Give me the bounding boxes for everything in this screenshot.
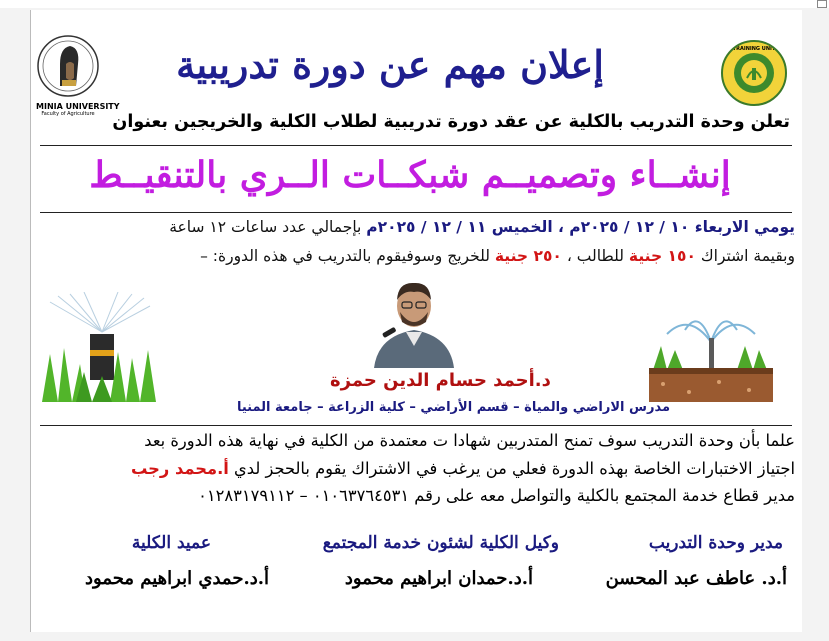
left-logo-subtext: Faculty of Agriculture bbox=[41, 111, 95, 117]
announcement-title: إعلان مهم عن دورة تدريبية bbox=[176, 42, 604, 87]
student-fee: ١٥٠ جنية bbox=[628, 247, 696, 265]
schedule-dates bbox=[10, 218, 795, 236]
minia-university-logo bbox=[36, 34, 120, 117]
drip-irrigation-icon bbox=[649, 312, 773, 402]
details-line-2-text: اجتياز الاختبارات الخاصة بهذه الدورة فعلي من يرغب في الاشتراك يقوم بالحجز لدي bbox=[228, 459, 795, 478]
instructor-photo bbox=[364, 272, 464, 368]
graduate-fee: ٢٥٠ جنية bbox=[494, 247, 562, 265]
intro-text: تعلن وحدة التدريب بالكلية عن عقد دورة تدريبية لطلاب الكلية والخريجين بعنوان bbox=[112, 112, 790, 132]
instructor-position: مدرس الاراضي والمياة – قسم الأراضي – كلية الزراعة – جامعة المنيا bbox=[236, 400, 670, 415]
details-line-3: مدير قطاع خدمة المجتمع بالكلية والتواصل معه على رقم ٠١٠٦٣٧٦٤٥٣١ – ٠١٢٨٣١٧٩١١٢ bbox=[198, 486, 795, 505]
details-line-2 bbox=[10, 459, 795, 478]
dates-part1: يومي الاربعاء ١٠ / ١٢ / ٢٠٢٥م ، الخميس ١١ / ١٢ / ٢٠٢٥م bbox=[366, 218, 795, 236]
window-top-bar bbox=[0, 0, 829, 8]
sprinkler-icon bbox=[40, 292, 162, 404]
divider-top bbox=[40, 145, 792, 146]
fee-middle: للطالب ، bbox=[561, 247, 629, 265]
fees-line bbox=[10, 247, 795, 265]
fee-prefix: وبقيمة اشتراك bbox=[695, 247, 795, 265]
signature-title-vice-dean: وكيل الكلية لشئون خدمة المجتمع bbox=[322, 533, 559, 553]
details-line-1: علما بأن وحدة التدريب سوف تمنح المتدربين شهادا ت معتمدة من الكلية في نهاية هذه الدورة بعد bbox=[144, 431, 795, 450]
fee-suffix: للخريج وسوفيقوم بالتدريب في هذه الدورة: – bbox=[200, 247, 495, 265]
course-title: إنشــاء وتصميــم شبكــات الــري بالتنقيــط bbox=[89, 154, 731, 196]
window-restore-icon[interactable] bbox=[817, 0, 827, 8]
training-unit-logo bbox=[721, 40, 787, 106]
nefertiti-icon bbox=[36, 34, 100, 100]
signature-title-training: مدير وحدة التدريب bbox=[648, 533, 783, 553]
right-logo-text: TRAINING UNIT bbox=[732, 46, 776, 52]
instructor-name: د.أحمد حسام الدين حمزة bbox=[330, 370, 551, 391]
divider-middle bbox=[40, 425, 792, 426]
signature-title-dean: عميد الكلية bbox=[131, 533, 211, 553]
divider-course bbox=[40, 212, 792, 213]
signature-name-training: أ.د. عاطف عبد المحسن bbox=[605, 568, 787, 589]
left-logo-text: MINIA UNIVERSITY bbox=[36, 102, 120, 111]
signature-name-dean: أ.د.حمدي ابراهيم محمود bbox=[85, 568, 269, 589]
signature-name-vice-dean: أ.د.حمدان ابراهيم محمود bbox=[344, 568, 533, 589]
dates-part2: بإجمالي عدد ساعات ١٢ ساعة bbox=[169, 218, 367, 236]
contact-name: أ.محمد رجب bbox=[130, 459, 229, 478]
